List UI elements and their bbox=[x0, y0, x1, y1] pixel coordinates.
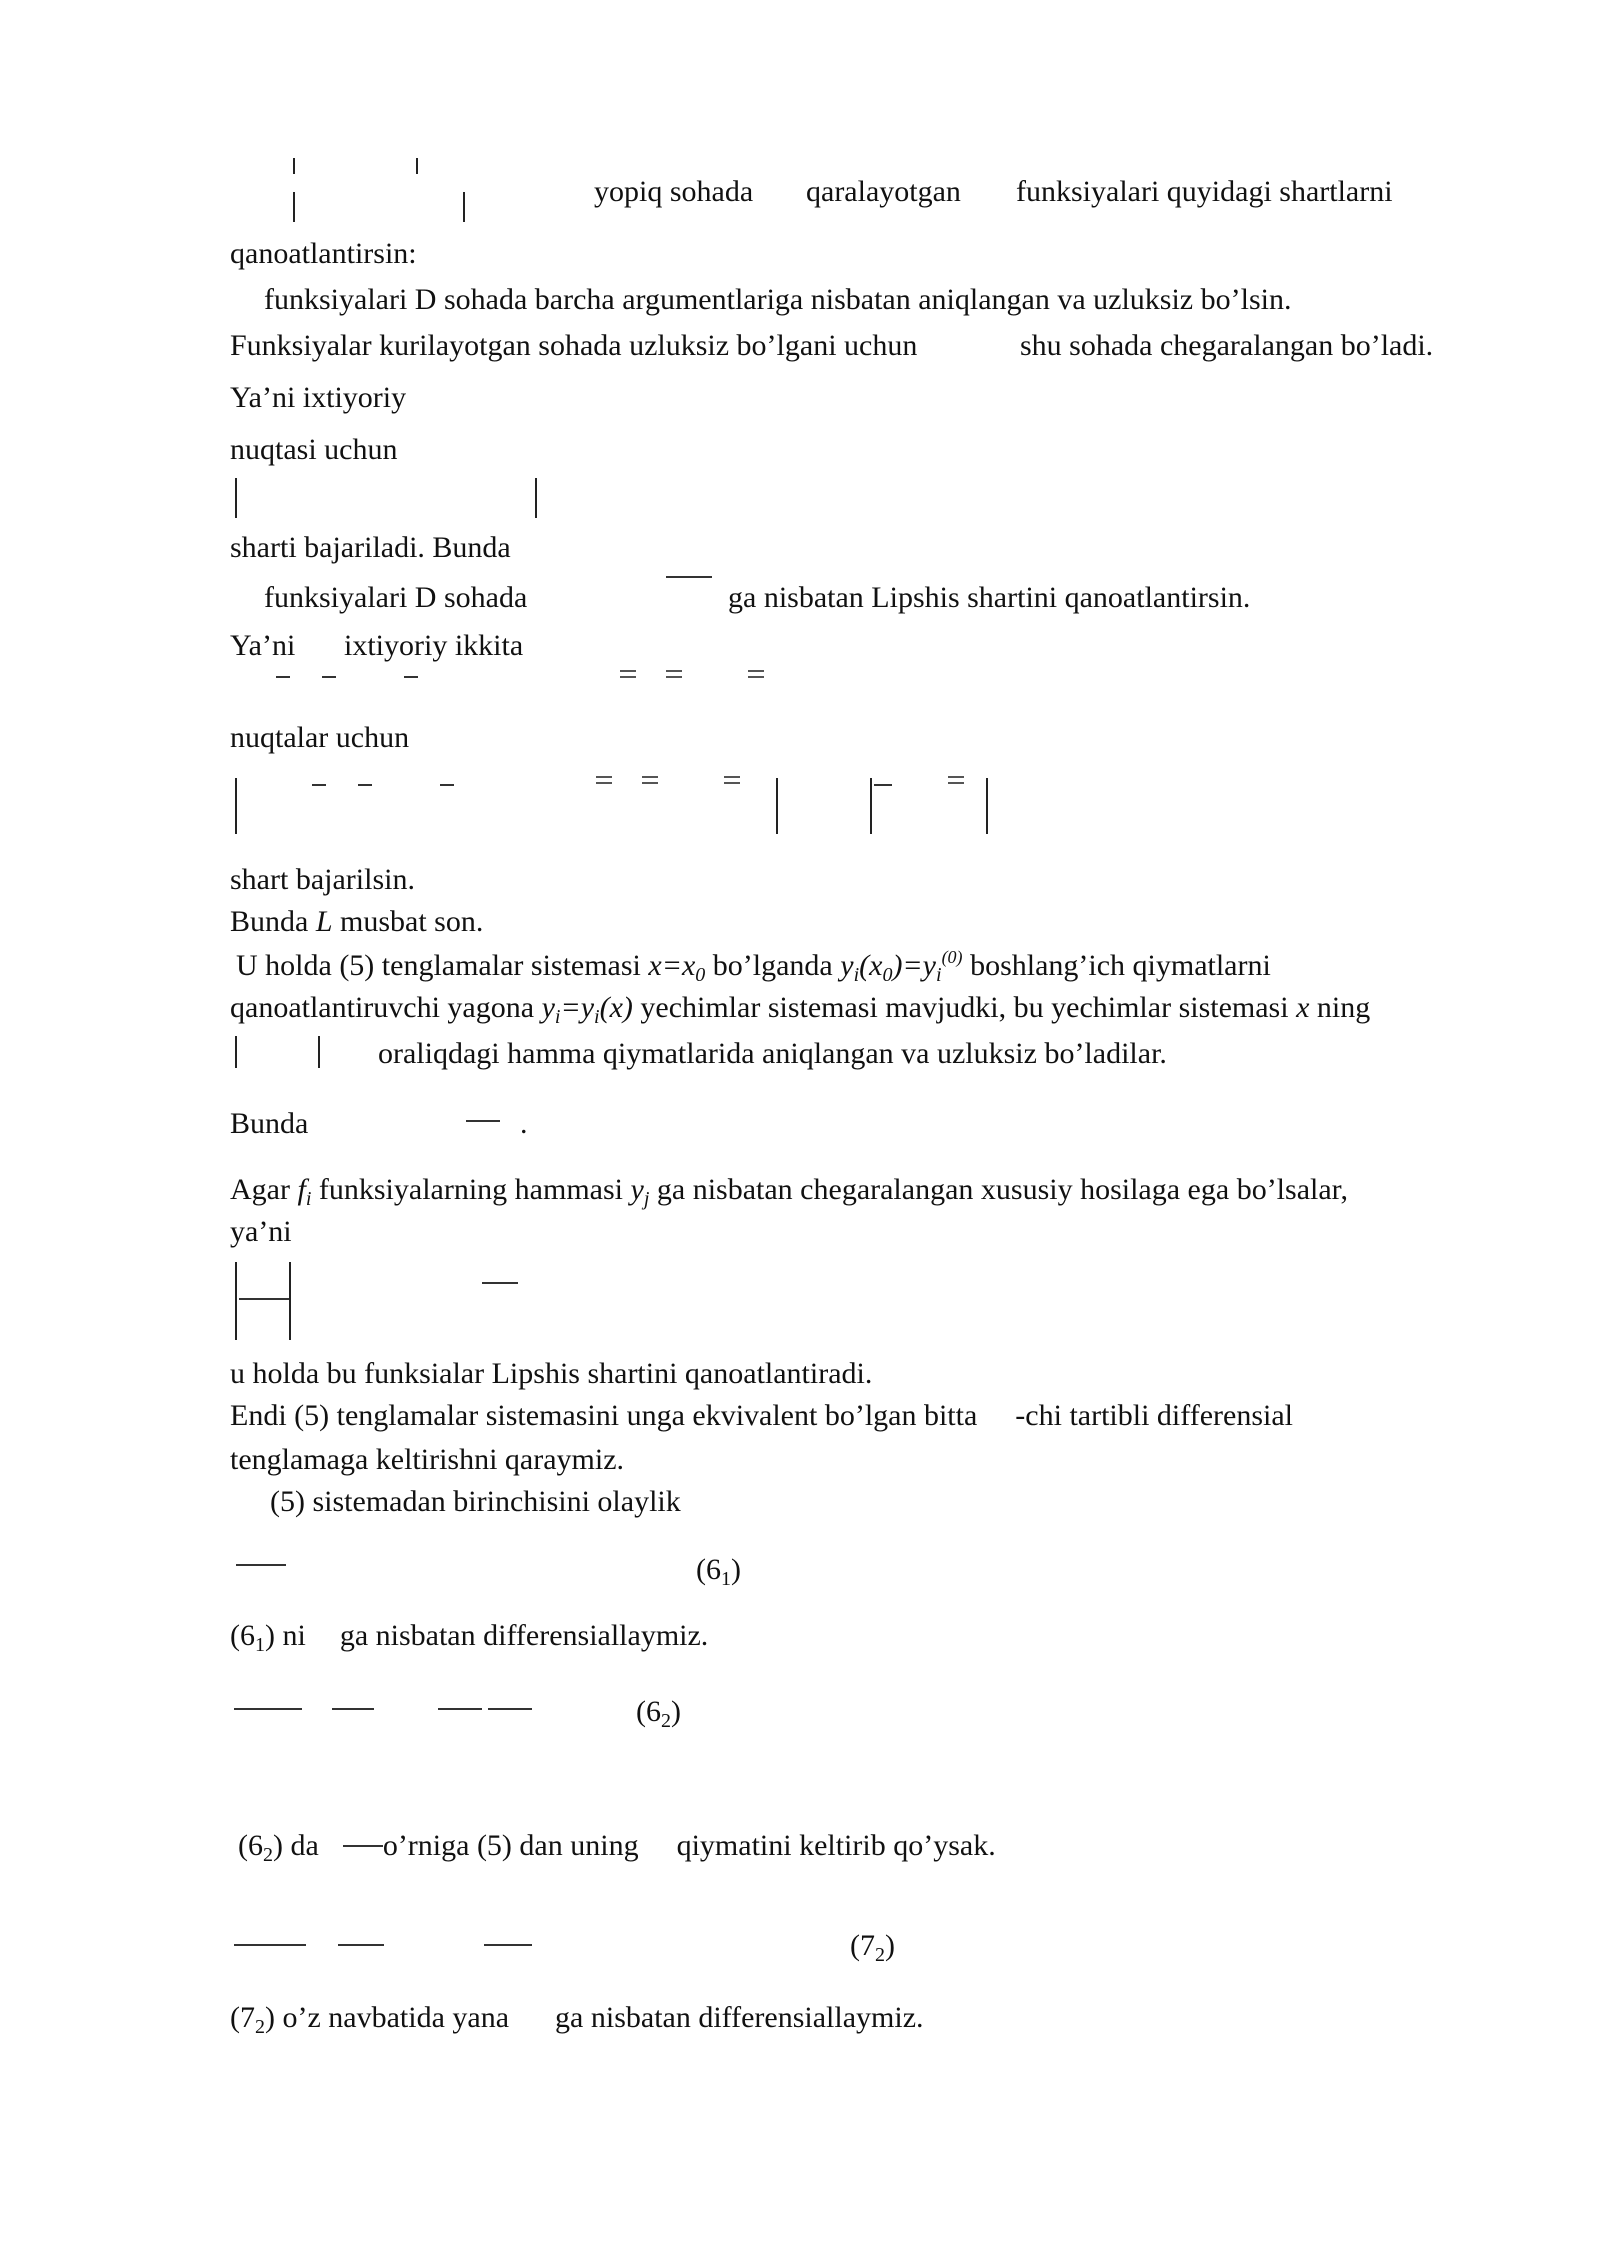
fraction-bar bbox=[466, 1120, 500, 1122]
double-overline-mark bbox=[666, 670, 682, 672]
text-line: sharti bajariladi. Bunda bbox=[230, 531, 511, 564]
fraction-bar bbox=[438, 1708, 482, 1710]
text-line: Agar $f_i$ funksiyalarning hammasi $y_j$ ga nisbatan chegaralangan xususiy hosilaga ega bo’lsalar, bbox=[230, 1173, 1348, 1210]
equation-number: $(6_2)$ bbox=[636, 1695, 681, 1732]
text-line: Funksiyalar kurilayotgan sohada uzluksiz bo’lgani uchun bbox=[230, 329, 918, 362]
double-overline-mark bbox=[620, 670, 636, 672]
text-line: . bbox=[520, 1107, 528, 1140]
norm-bar bbox=[870, 778, 872, 834]
abs-bar bbox=[235, 1262, 237, 1340]
overline-mark bbox=[874, 784, 892, 786]
fraction-bar bbox=[488, 1708, 532, 1710]
overline-mark bbox=[312, 784, 326, 786]
fraction-bar bbox=[239, 1298, 289, 1300]
double-overline-mark bbox=[748, 670, 764, 672]
text-line: qanoatlantiruvchi yagona $y_i=y_i(x)$ yechimlar sistemasi mavjudki, bu yechimlar sistemasi x ning bbox=[230, 991, 1371, 1028]
fraction-bar bbox=[234, 1708, 302, 1710]
fraction-bar bbox=[484, 1944, 532, 1946]
fraction-bar bbox=[482, 1282, 518, 1284]
abs-bar bbox=[289, 1262, 291, 1340]
norm-bar bbox=[776, 778, 778, 834]
text-line: u holda bu funksialar Lipshis shartini qanoatlantiradi. bbox=[230, 1357, 873, 1390]
text-line: nuqtasi uchun bbox=[230, 433, 398, 466]
text-line: Endi (5) tenglamalar sistemasini unga ekvivalent bo’lgan bitta -chi tartibli differensial bbox=[230, 1399, 1293, 1432]
overline-mark bbox=[276, 676, 290, 678]
norm-bar bbox=[235, 778, 237, 834]
double-overline-mark bbox=[642, 776, 658, 778]
text-line: Bunda L musbat son. bbox=[230, 905, 484, 938]
abs-bar bbox=[318, 1036, 320, 1068]
text-line: qaralayotgan bbox=[806, 175, 961, 208]
abs-bar bbox=[235, 1036, 237, 1068]
text-line: funksiyalari D sohada bbox=[264, 581, 528, 614]
text-line: ya’ni bbox=[230, 1215, 292, 1248]
norm-bar bbox=[986, 778, 988, 834]
fraction-bar bbox=[236, 1564, 286, 1566]
abs-bar bbox=[535, 478, 537, 518]
equation-number: $(6_1)$ bbox=[696, 1553, 741, 1590]
fraction-bar bbox=[338, 1944, 384, 1946]
text-line: funksiyalari quyidagi shartlarni bbox=[1016, 175, 1393, 208]
text-line: qanoatlantirsin: bbox=[230, 237, 417, 270]
text-line: yopiq sohada bbox=[594, 175, 754, 208]
text-line: nuqtalar uchun bbox=[230, 721, 410, 754]
text-line: (5) sistemadan birinchisini olaylik bbox=[270, 1485, 681, 1518]
equation-number: $(7_2)$ bbox=[850, 1929, 895, 1966]
abs-bar bbox=[416, 158, 418, 174]
overline-mark bbox=[666, 576, 712, 578]
text-line: ga nisbatan Lipshis shartini qanoatlantirsin. bbox=[728, 581, 1251, 614]
text-line: funksiyalari D sohada barcha argumentlariga nisbatan aniqlangan va uzluksiz bo’lsin. bbox=[264, 283, 1292, 316]
text-line: Ya’ni bbox=[230, 629, 296, 662]
double-overline-mark bbox=[724, 776, 740, 778]
text-line: $(6_2)$ da o’rniga (5) dan uning qiymatini keltirib qo’ysak. bbox=[238, 1829, 996, 1866]
text-line: tenglamaga keltirishni qaraymiz. bbox=[230, 1443, 625, 1476]
abs-bar bbox=[293, 192, 295, 222]
abs-bar bbox=[463, 192, 465, 222]
double-overline-mark bbox=[596, 776, 612, 778]
overline-mark bbox=[322, 676, 336, 678]
text-line: ixtiyoriy ikkita bbox=[344, 629, 524, 662]
text-line: U holda (5) tenglamalar sistemasi $x=x_0$ bo’lganda $y_i(x_0)=y_i^{(0)}$ boshlang’ich qiymatlarni bbox=[236, 947, 1271, 986]
text-line: oraliqdagi hamma qiymatlarida aniqlangan va uzluksiz bo’ladilar. bbox=[378, 1037, 1167, 1070]
abs-bar bbox=[235, 478, 237, 518]
text-line: Bunda bbox=[230, 1107, 309, 1140]
text-line: shart bajarilsin. bbox=[230, 863, 415, 896]
text-line: $(6_1)$ ni ga nisbatan differensiallaymiz. bbox=[230, 1619, 709, 1656]
double-overline-mark bbox=[948, 776, 964, 778]
overline-mark bbox=[404, 676, 418, 678]
abs-bar bbox=[293, 158, 295, 174]
overline-mark bbox=[358, 784, 372, 786]
text-line: $(7_2)$ o’z navbatida yana ga nisbatan differensiallaymiz. bbox=[230, 2001, 924, 2038]
text-line: shu sohada chegaralangan bo’ladi. bbox=[1020, 329, 1434, 362]
overline-mark bbox=[440, 784, 454, 786]
text-line: Ya’ni ixtiyoriy bbox=[230, 381, 407, 414]
fraction-bar bbox=[332, 1708, 374, 1710]
fraction-bar bbox=[234, 1944, 306, 1946]
